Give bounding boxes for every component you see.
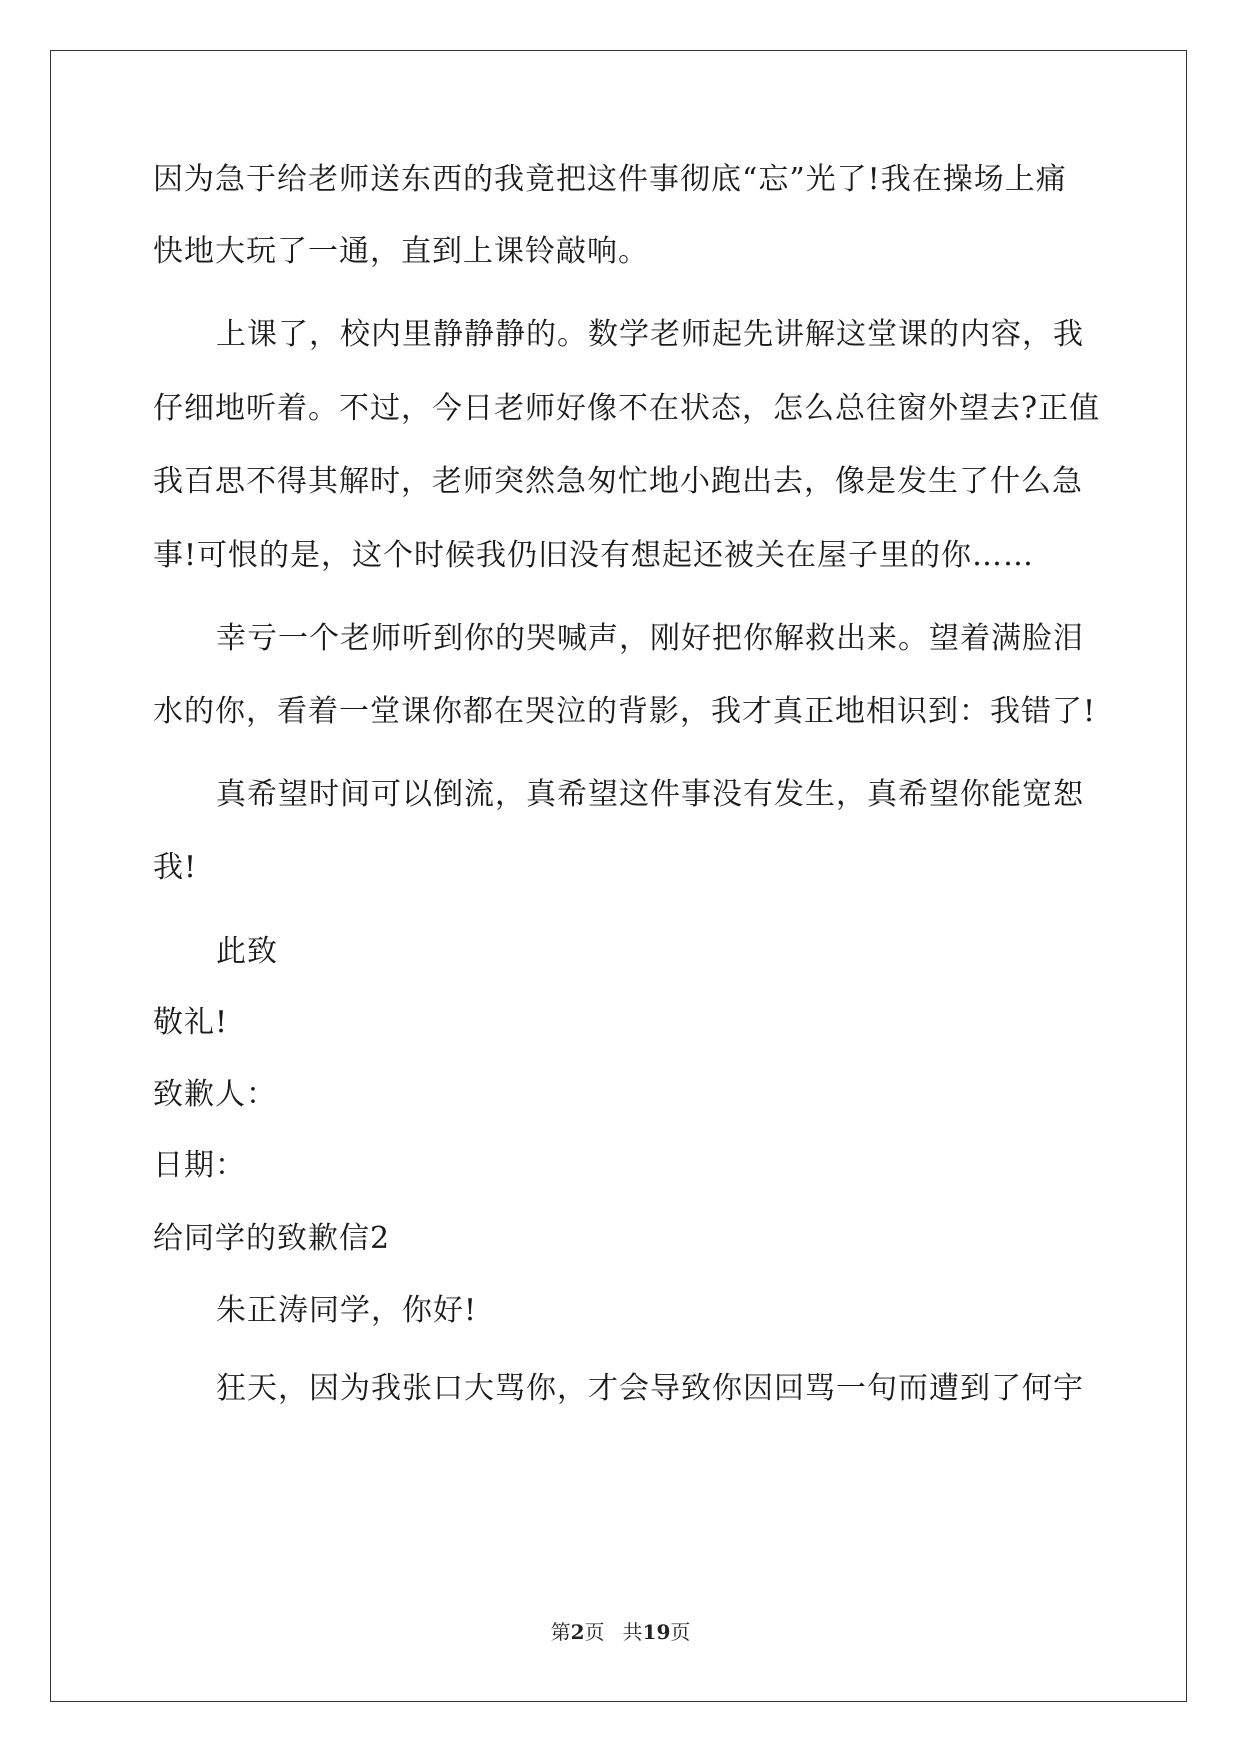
paragraph-start: 幸亏一个老师听到你的哭喊声，刚好把你解救出来。望着满脸泪 bbox=[216, 621, 1084, 656]
text-line: 我! bbox=[153, 850, 198, 885]
greeting: 朱正涛同学，你好! bbox=[216, 1293, 478, 1328]
paragraph-start: 真希望时间可以倒流，真希望这件事没有发生，真希望你能宽恕 bbox=[216, 777, 1084, 812]
total-suffix: 页 bbox=[670, 1620, 691, 1644]
page-suffix: 页 bbox=[584, 1620, 605, 1644]
text-line: 水的你，看着一堂课你都在哭泣的背影，我才真正地相识到：我错了! bbox=[153, 694, 1097, 729]
closing-regards: 敬礼! bbox=[153, 1005, 229, 1040]
text-line: 仔细地听着。不过，今日老师好像不在状态，怎么总往窗外望去?正值 bbox=[153, 391, 1101, 426]
text-line: 因为急于给老师送东西的我竟把这件事彻底“忘”光了!我在操场上痛 bbox=[153, 162, 1067, 197]
text-line: 快地大玩了一通，直到上课铃敲响。 bbox=[153, 234, 649, 269]
page-prefix: 第 bbox=[550, 1620, 571, 1644]
closing-salutation: 此致 bbox=[216, 934, 278, 969]
page-number: 2 bbox=[570, 1620, 585, 1644]
text-line: 事!可恨的是，这个时候我仍旧没有想起还被关在屋子里的你…… bbox=[153, 538, 1035, 573]
section-heading: 给同学的致歉信2 bbox=[153, 1221, 391, 1256]
paragraph-start: 狂天，因为我张口大骂你，才会导致你因回骂一句而遭到了何宇 bbox=[216, 1371, 1084, 1406]
paragraph-start: 上课了，校内里静静静的。数学老师起先讲解这堂课的内容，我 bbox=[216, 317, 1084, 352]
date-label: 日期： bbox=[153, 1148, 246, 1183]
page-border bbox=[50, 50, 1187, 1702]
text-line: 我百思不得其解时，老师突然急匆忙地小跑出去，像是发生了什么急 bbox=[153, 464, 1083, 499]
signature-label: 致歉人： bbox=[153, 1077, 277, 1112]
total-prefix: 共 bbox=[622, 1620, 643, 1644]
total-pages: 19 bbox=[642, 1620, 671, 1644]
page-footer bbox=[0, 1618, 1241, 1646]
